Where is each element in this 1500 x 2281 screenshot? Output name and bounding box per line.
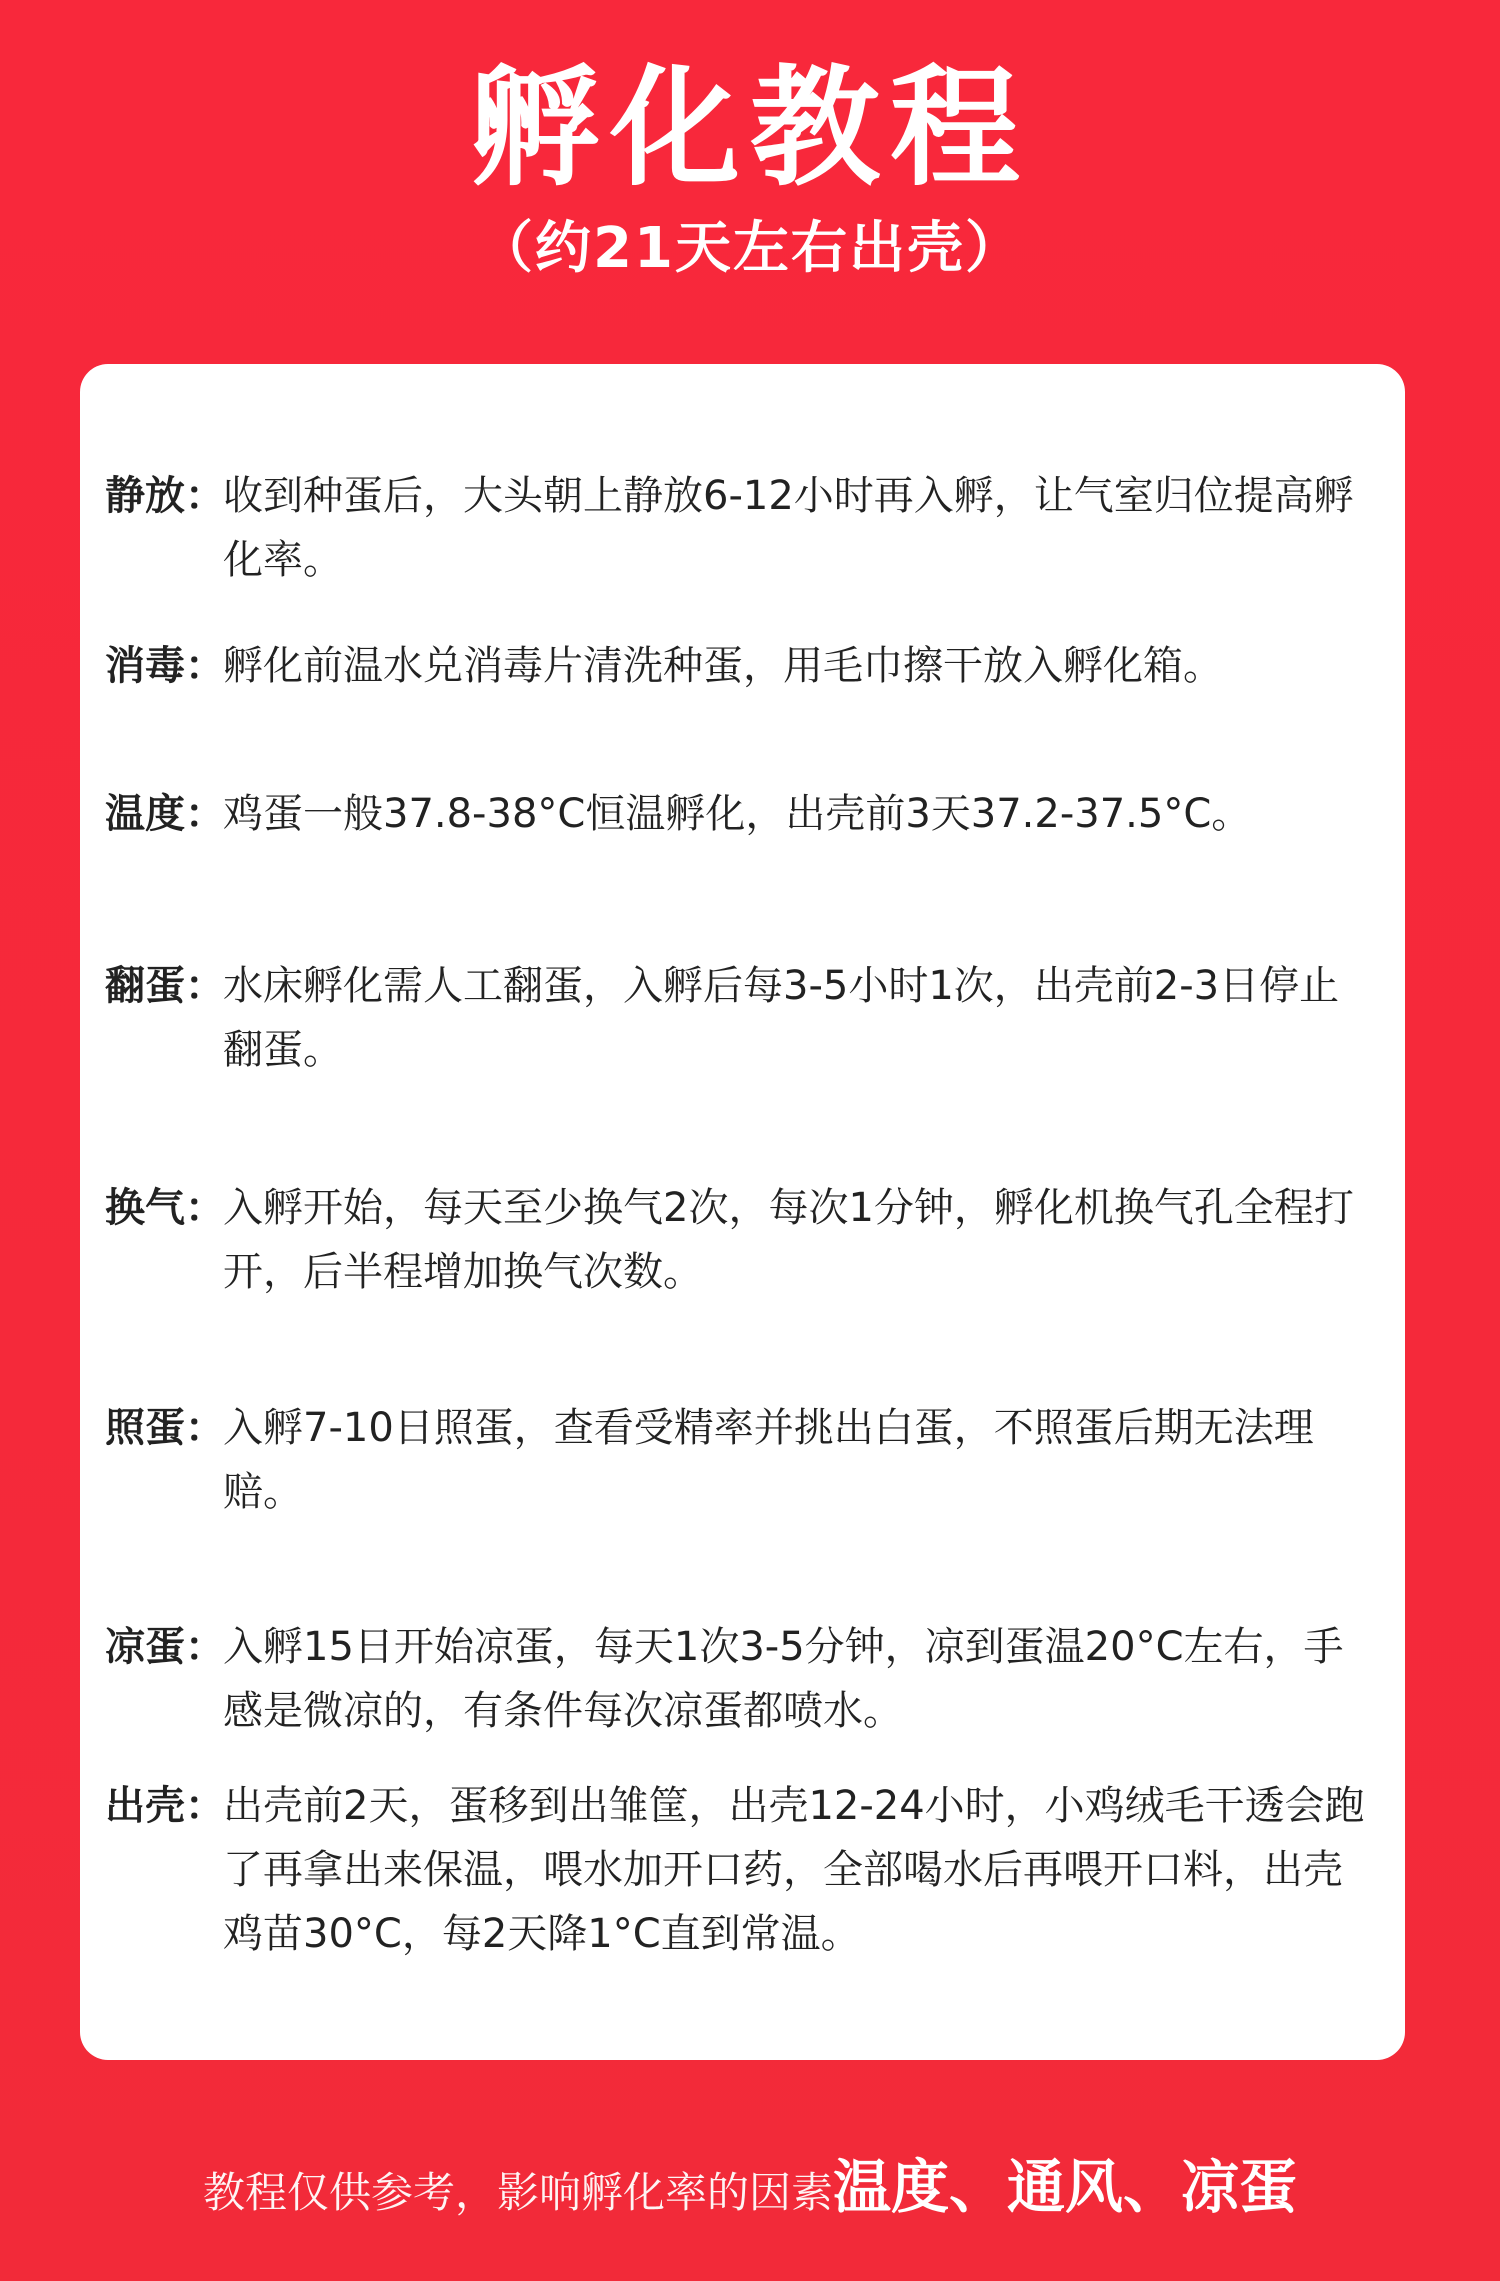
step-text: 孵化前温水兑消毒片清洗种蛋，用毛巾擦干放入孵化箱。 xyxy=(223,643,1223,689)
step-label: 出壳： xyxy=(105,1783,225,1829)
step-label: 翻蛋： xyxy=(105,963,225,1009)
step-text: 入孵15日开始凉蛋，每天1次3-5分钟，凉到蛋温20°C左右，手感是微凉的，有条件每次凉蛋都喷水。 xyxy=(223,1624,1344,1734)
step-label: 凉蛋： xyxy=(105,1624,225,1670)
step-item-cooling xyxy=(105,1615,1380,1743)
page-subtitle: （约21天左右出壳） xyxy=(477,216,1023,281)
step-item-candling xyxy=(105,1396,1380,1524)
step-text: 收到种蛋后，大头朝上静放6-12小时再入孵，让气室归位提高孵化率。 xyxy=(223,473,1354,583)
step-item-turn-eggs xyxy=(105,954,1380,1082)
step-text: 水床孵化需人工翻蛋，入孵后每3-5小时1次，出壳前2-3日停止翻蛋。 xyxy=(223,963,1340,1073)
step-text: 入孵7-10日照蛋，查看受精率并挑出白蛋，不照蛋后期无法理赔。 xyxy=(223,1405,1314,1515)
footer-note-text: 教程仅供参考，影响孵化率的因素 xyxy=(202,2168,833,2217)
step-item-hatching xyxy=(105,1774,1380,1966)
step-text: 鸡蛋一般37.8-38°C恒温孵化，出壳前3天37.2-37.5°C。 xyxy=(223,791,1252,837)
step-label: 换气： xyxy=(105,1185,225,1231)
footer-factors: 温度、通风、凉蛋 xyxy=(833,2153,1298,2221)
step-label: 消毒： xyxy=(105,643,225,689)
step-item-temperature xyxy=(105,782,1380,846)
step-item-ventilation xyxy=(105,1176,1380,1304)
step-item-rest xyxy=(105,464,1380,592)
page-title: 孵化教程 xyxy=(469,52,1030,204)
step-text: 出壳前2天，蛋移到出雏筐，出壳12-24小时，小鸡绒毛干透会跑了再拿出来保温，喂水加开口药，全部喝水后再喂开口料，出壳鸡苗30°C，每2天降1°C直到常温。 xyxy=(223,1783,1365,1957)
step-label: 温度： xyxy=(105,791,225,837)
step-item-disinfect xyxy=(105,634,1380,698)
step-label: 静放： xyxy=(105,473,225,519)
footer-note xyxy=(0,2140,1500,2224)
step-text: 入孵开始，每天至少换气2次，每次1分钟，孵化机换气孔全程打开，后半程增加换气次数。 xyxy=(223,1185,1354,1295)
tutorial-card xyxy=(80,364,1405,2060)
step-label: 照蛋： xyxy=(105,1405,225,1451)
